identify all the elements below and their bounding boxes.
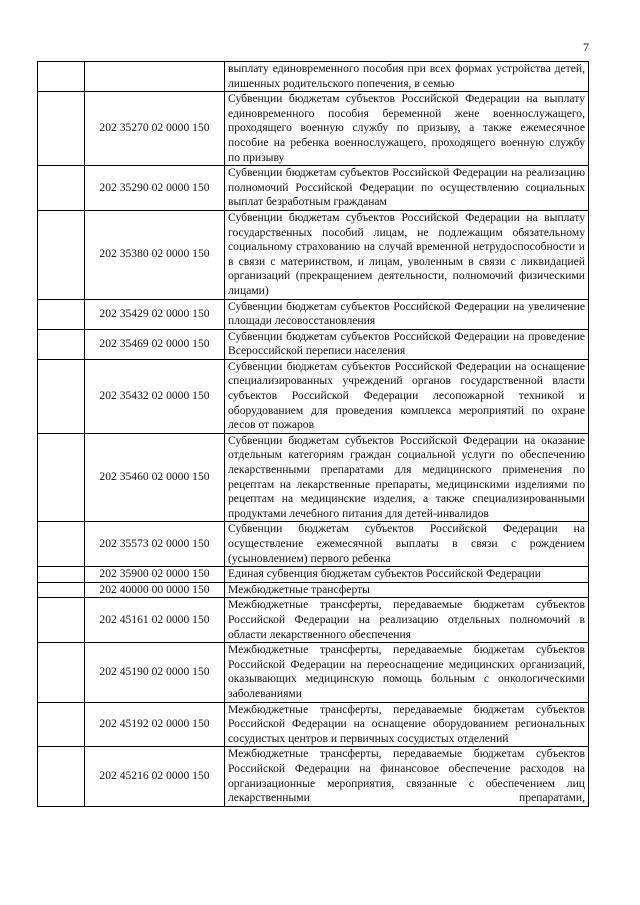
- empty-cell: [38, 702, 85, 747]
- empty-cell: [38, 62, 85, 92]
- code-cell: 202 45192 02 0000 150: [85, 702, 225, 747]
- code-cell: 202 35469 02 0000 150: [85, 329, 225, 359]
- code-cell: 202 35432 02 0000 150: [85, 359, 225, 433]
- description-cell: Межбюджетные трансферты, передаваемые бюджетам субъектов Российской Федерации на реализацию отдельных полномочий в области лекарственного обеспечения: [225, 598, 589, 643]
- code-cell: 202 35380 02 0000 150: [85, 210, 225, 299]
- empty-cell: [38, 166, 85, 211]
- description-cell: Единая субвенция бюджетам субъектов Российской Федерации: [225, 567, 589, 583]
- table-row: [38, 62, 589, 92]
- table-row: [38, 522, 589, 567]
- code-cell: 202 35290 02 0000 150: [85, 166, 225, 211]
- empty-cell: [38, 643, 85, 702]
- table-row: [38, 643, 589, 702]
- description-cell: Субвенции бюджетам субъектов Российской Федерации на выплату единовременного пособия беременной жене военнослужащего, проходящего военную службу по призыву, а также ежемесячное пособие на ребенка военнослужащего, проходящего военную службу по призыву: [225, 92, 589, 166]
- description-cell: Субвенции бюджетам субъектов Российской Федерации на оказание отдельным категориям граждан социальной услуги по обеспечению лекарственными препаратами для медицинского применения по рецептам на лекарственные препараты, медицинскими изделиями по рецептам на медицинские изделия, а также специализированными продуктами лечебного питания для детей-инвалидов: [225, 433, 589, 522]
- description-cell: Межбюджетные трансферты, передаваемые бюджетам субъектов Российской Федерации на переоснащение медицинских организаций, оказывающих медицинскую помощь больным с онкологическими заболеваниями: [225, 643, 589, 702]
- empty-cell: [38, 567, 85, 583]
- description-cell: Субвенции бюджетам субъектов Российской Федерации на увеличение площади лесовосстановления: [225, 299, 589, 329]
- empty-cell: [38, 329, 85, 359]
- empty-cell: [38, 359, 85, 433]
- empty-cell: [38, 522, 85, 567]
- description-cell: Субвенции бюджетам субъектов Российской Федерации на реализацию полномочий Российской Федерации по осуществлению социальных выплат безработным гражданам: [225, 166, 589, 211]
- empty-cell: [38, 299, 85, 329]
- table-row: [38, 329, 589, 359]
- budget-classification-table: [37, 61, 589, 807]
- code-cell: 202 45190 02 0000 150: [85, 643, 225, 702]
- table-row: [38, 299, 589, 329]
- description-cell: Субвенции бюджетам субъектов Российской Федерации на осуществление ежемесячной выплаты в связи с рождением (усыновлением) первого ребенка: [225, 522, 589, 567]
- code-cell: [85, 62, 225, 92]
- description-cell: Межбюджетные трансферты, передаваемые бюджетам субъектов Российской Федерации на финансовое обеспечение расходов на организационные мероприятия, связанные с обеспечением лиц лекарственными препаратами,: [225, 747, 589, 806]
- description-cell: Субвенции бюджетам субъектов Российской Федерации на проведение Всероссийской переписи населения: [225, 329, 589, 359]
- code-cell: 202 45216 02 0000 150: [85, 747, 225, 806]
- description-cell: выплату единовременного пособия при всех формах устройства детей, лишенных родительского попечения, в семью: [225, 62, 589, 92]
- page-number: 7: [583, 40, 589, 54]
- code-cell: 202 35460 02 0000 150: [85, 433, 225, 522]
- table-row: [38, 702, 589, 747]
- empty-cell: [38, 598, 85, 643]
- table-row: [38, 92, 589, 166]
- description-cell: Субвенции бюджетам субъектов Российской Федерации на выплату государственных пособий лицам, не подлежащим обязательному социальному страхованию на случай временной нетрудоспособности и в связи с материнством, и лицам, уволенным в связи с ликвидацией организаций (прекращением деятельности, полномочий физическими лицами): [225, 210, 589, 299]
- table-row: [38, 433, 589, 522]
- description-cell: Межбюджетные трансферты, передаваемые бюджетам субъектов Российской Федерации на оснащение оборудованием региональных сосудистых центров и первичных сосудистых отделений: [225, 702, 589, 747]
- table-row: [38, 359, 589, 433]
- description-cell: Субвенции бюджетам субъектов Российской Федерации на оснащение специализированных учреждений органов государственной власти субъектов Российской Федерации лесопожарной техникой и оборудованием для проведения комплекса мероприятий по охране лесов от пожаров: [225, 359, 589, 433]
- table-row: [38, 747, 589, 806]
- code-cell: 202 35573 02 0000 150: [85, 522, 225, 567]
- description-cell: Межбюджетные трансферты: [225, 582, 589, 598]
- table-row: [38, 598, 589, 643]
- code-cell: 202 40000 00 0000 150: [85, 582, 225, 598]
- code-cell: 202 35270 02 0000 150: [85, 92, 225, 166]
- empty-cell: [38, 210, 85, 299]
- empty-cell: [38, 92, 85, 166]
- empty-cell: [38, 582, 85, 598]
- code-cell: 202 45161 02 0000 150: [85, 598, 225, 643]
- table-row: [38, 567, 589, 583]
- empty-cell: [38, 747, 85, 806]
- table-row: [38, 582, 589, 598]
- table-row: [38, 210, 589, 299]
- empty-cell: [38, 433, 85, 522]
- code-cell: 202 35900 02 0000 150: [85, 567, 225, 583]
- code-cell: 202 35429 02 0000 150: [85, 299, 225, 329]
- table-row: [38, 166, 589, 211]
